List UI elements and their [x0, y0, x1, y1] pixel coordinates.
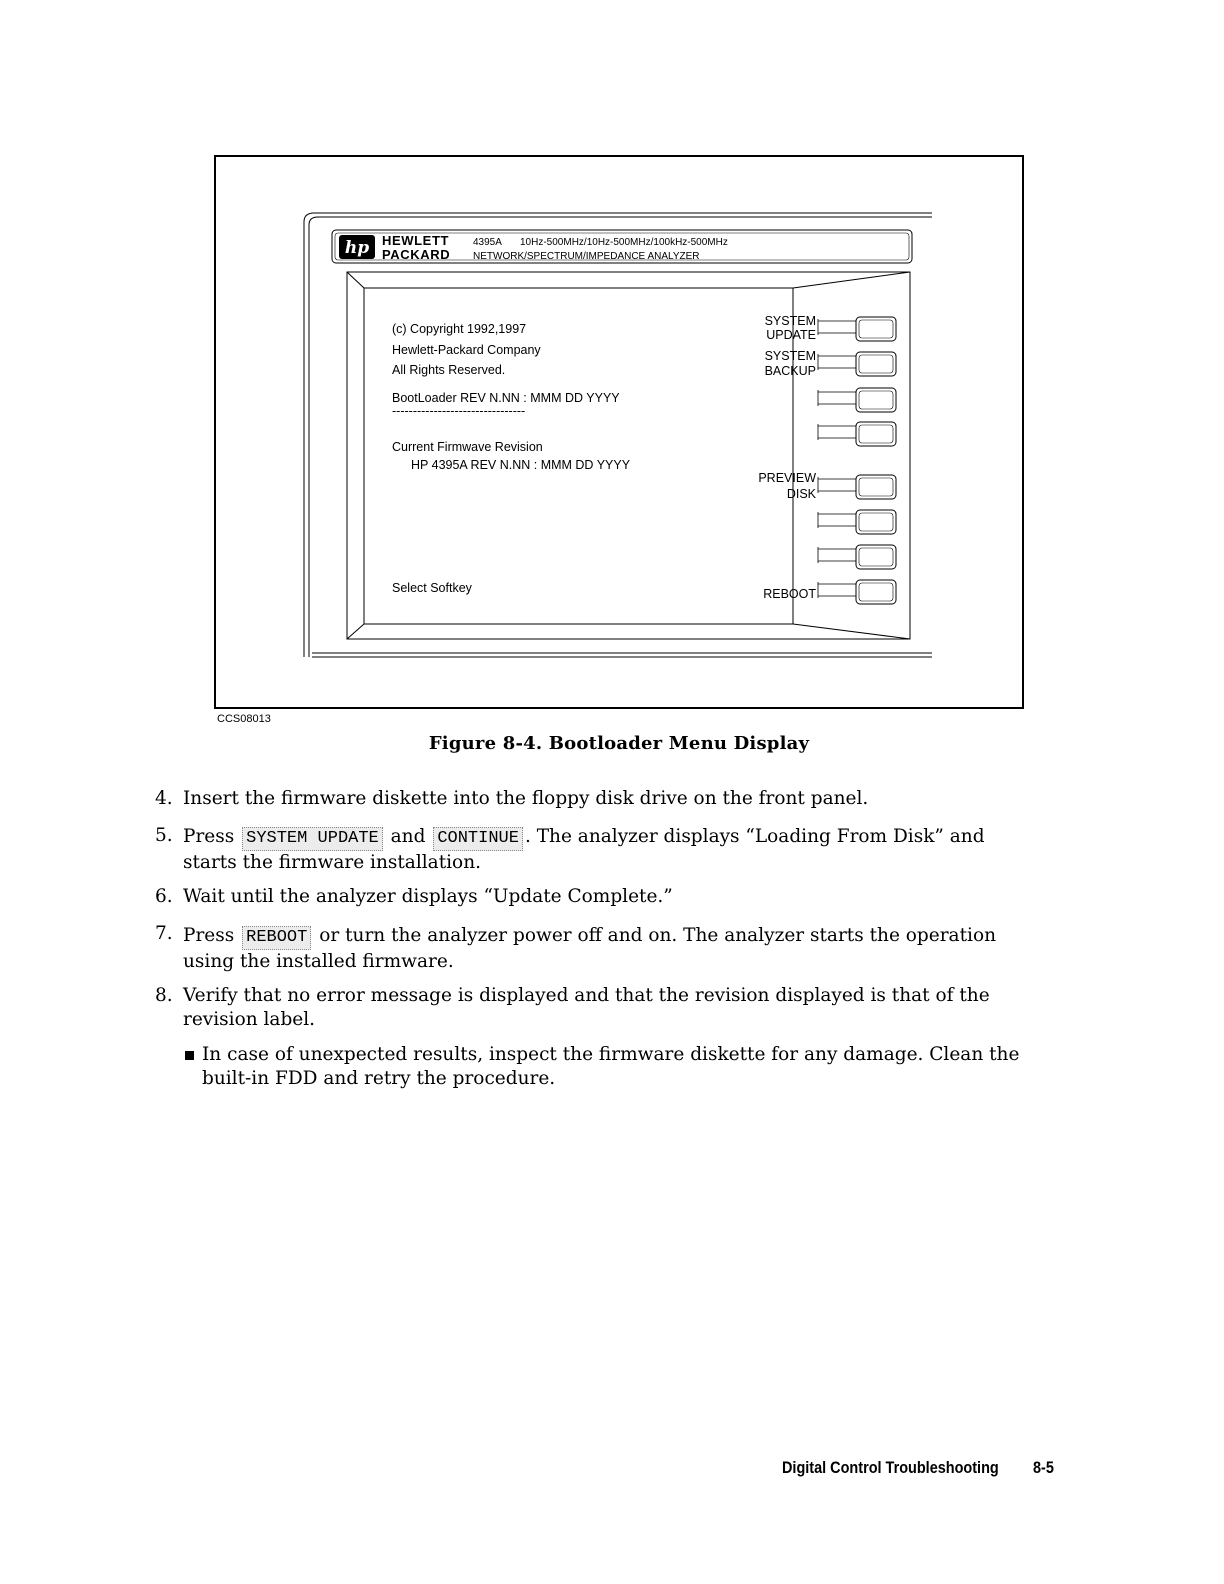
firmware-heading: Current Firmwave Revision	[392, 440, 543, 454]
step-4-text: Insert the firmware diskette into the floppy disk drive on the front panel.	[183, 788, 869, 809]
softkey-blank-6[interactable]	[818, 510, 896, 534]
softkey-label-system-update-1: SYSTEM	[764, 314, 816, 328]
step-5-text	[183, 825, 1033, 875]
footer-section-title: Digital Control Troubleshooting	[782, 1458, 999, 1477]
softkey-label-preview-disk-1: PREVIEW	[758, 471, 816, 485]
step-5-pre: Press	[183, 826, 235, 847]
hp-logo-text: hp	[344, 238, 370, 258]
step-6-number: 6.	[155, 886, 173, 907]
softkey-blank-4[interactable]	[818, 422, 896, 446]
continue-key: CONTINUE	[433, 827, 523, 851]
step-5-post: . The analyzer displays “Loading From Disk” and starts the firmware installation.	[183, 826, 985, 873]
step-5-mid: and	[390, 826, 426, 847]
select-prompt: Select Softkey	[392, 581, 472, 595]
instrument-front-panel	[216, 157, 1022, 707]
softkey-labels	[758, 314, 816, 601]
bullet-note: In case of unexpected results, inspect the firmware diskette for any damage. Clean the built-in FDD and retry the procedure.	[202, 1044, 1020, 1089]
separator-line: --------------------------------	[392, 404, 526, 418]
footer-page-number: 8-5	[1033, 1458, 1054, 1477]
softkey-reboot[interactable]	[818, 580, 896, 604]
softkey-buttons	[818, 317, 896, 604]
figure-code: CCS08013	[217, 713, 271, 725]
step-5-number: 5.	[155, 825, 173, 846]
step-6-text: Wait until the analyzer displays “Update Complete.”	[183, 886, 673, 907]
frequency-ranges: 10Hz-500MHz/10Hz-500MHz/100kHz-500MHz	[520, 237, 728, 248]
step-8-number: 8.	[155, 985, 173, 1006]
step-7-number: 7.	[155, 923, 173, 944]
firmware-revision: HP 4395A REV N.NN : MMM DD YYYY	[411, 458, 631, 472]
softkey-blank-7[interactable]	[818, 545, 896, 569]
copyright-line: (c) Copyright 1992,1997	[392, 322, 527, 336]
step-7-post: or turn the analyzer power off and on. The analyzer starts the operation using the installed firmware.	[183, 925, 996, 972]
softkey-system-backup[interactable]	[818, 352, 896, 376]
softkey-label-system-update-2: UPDATE	[766, 328, 816, 342]
figure-frame	[214, 155, 1024, 709]
softkey-preview-disk[interactable]	[818, 475, 896, 499]
brand-hewlett: HEWLETT	[382, 233, 450, 248]
screen	[364, 288, 793, 624]
step-7-pre: Press	[183, 925, 235, 946]
softkey-system-update[interactable]	[818, 317, 896, 341]
softkey-label-preview-disk-2: DISK	[786, 487, 816, 501]
step-4-number: 4.	[155, 788, 173, 809]
reboot-key: REBOOT	[242, 926, 311, 950]
softkey-label-system-backup-1: SYSTEM	[764, 349, 816, 363]
step-7-text	[183, 924, 1033, 974]
analyzer-type: NETWORK/SPECTRUM/IMPEDANCE ANALYZER	[473, 251, 700, 262]
model-number: 4395A	[473, 237, 502, 248]
softkey-label-system-backup-2: BACKUP	[764, 364, 816, 378]
softkey-label-reboot: REBOOT	[763, 587, 816, 601]
screen-text	[392, 322, 631, 595]
bullet-square-icon	[185, 1051, 194, 1060]
softkey-blank-3[interactable]	[818, 388, 896, 412]
brand-packard: PACKARD	[382, 247, 451, 262]
step-8-text: Verify that no error message is displayed and that the revision displayed is that of the revision label.	[183, 985, 990, 1030]
bootloader-line: BootLoader REV N.NN : MMM DD YYYY	[392, 391, 620, 405]
system-update-key: SYSTEM UPDATE	[242, 827, 383, 851]
rights-line: All Rights Reserved.	[392, 363, 506, 377]
company-line: Hewlett-Packard Company	[392, 343, 541, 357]
figure-caption: Figure 8-4. Bootloader Menu Display	[428, 733, 810, 754]
